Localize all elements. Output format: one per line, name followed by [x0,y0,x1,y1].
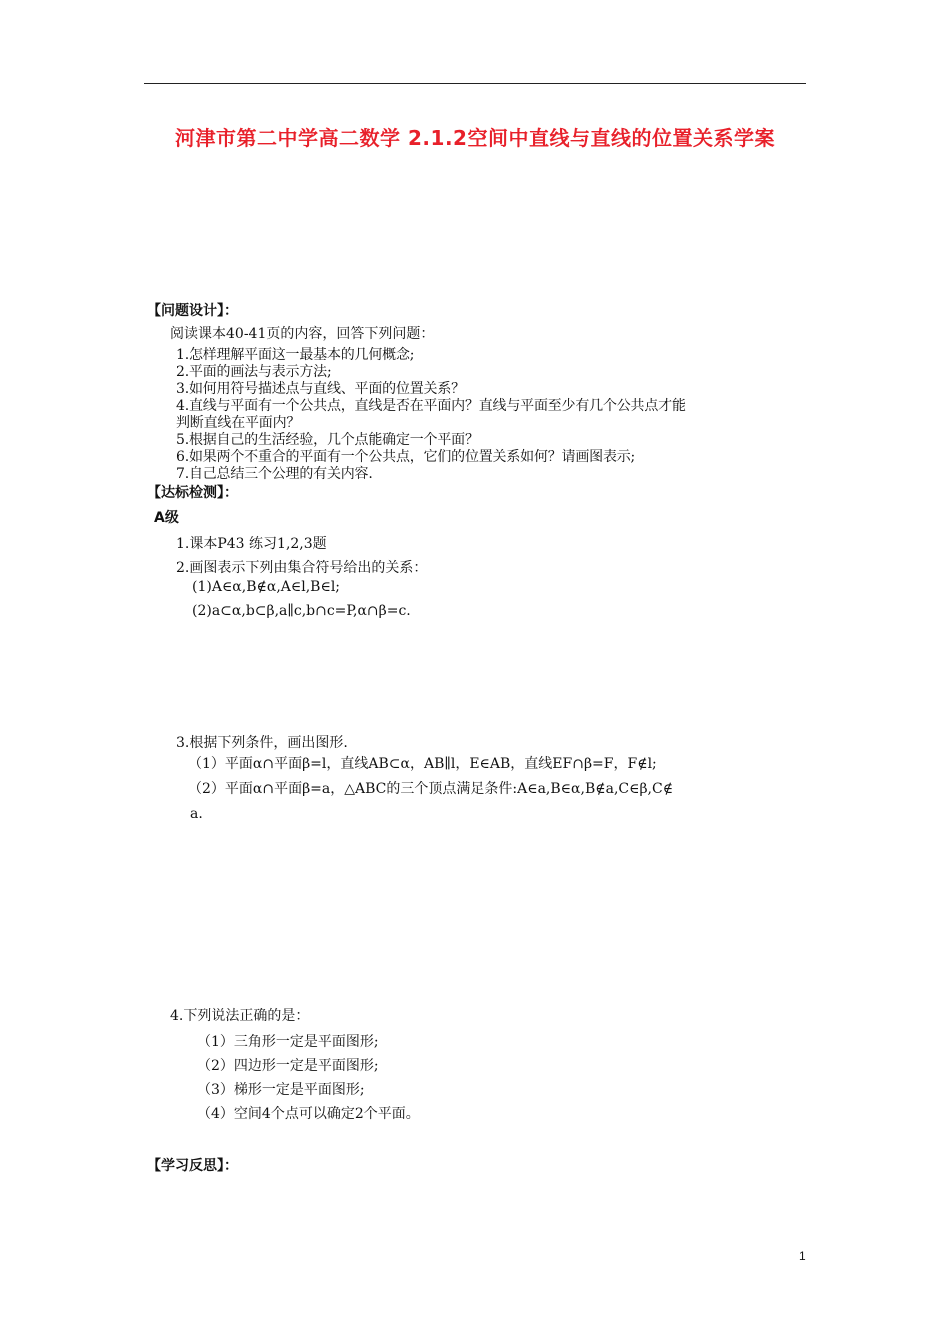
question-4: 4.下列说法正确的是： [170,1008,310,1024]
question-3-part-2: （2）平面α∩平面β=a，△ABC的三个顶点满足条件:A∈a,B∈α,B∉a,C∈β,C∉ [188,781,674,797]
design-item: 7.自己总结三个公理的有关内容. [176,466,373,482]
design-item: 6.如果两个不重合的平面有一个公共点，它们的位置关系如何？请画图表示; [176,449,636,465]
question-3-part-1: （1）平面α∩平面β=l，直线AB⊂α，AB∥l，E∈AB，直线EF∩β=F，F∉l; [188,756,657,772]
page-title: 河津市第二中学高二数学 2.1.2空间中直线与直线的位置关系学案 [175,126,775,150]
section-heading-check: 【达标检测】： [147,485,238,501]
design-item: 5.根据自己的生活经验，几个点能确定一个平面？ [176,432,479,448]
section-heading-design: 【问题设计】： [147,303,238,319]
question-4-option: （1）三角形一定是平面图形; [197,1034,379,1050]
header-rule [144,83,806,84]
design-item: 4.直线与平面有一个公共点，直线是否在平面内？直线与平面至少有几个公共点才能 [176,398,686,414]
question-2-part-2: (2)a⊂α,b⊂β,a∥c,b∩c=P,α∩β=c. [192,603,411,619]
question-2-part-1: (1)A∈α,B∉α,A∈l,B∈l; [192,579,341,595]
design-intro: 阅读课本40-41页的内容，回答下列问题： [170,326,435,342]
design-item: 判断直线在平面内？ [176,415,301,431]
question-4-option: （4）空间4个点可以确定2个平面。 [197,1106,420,1122]
question-4-option: （3）梯形一定是平面图形; [197,1082,365,1098]
question-3: 3.根据下列条件，画出图形. [176,735,348,751]
question-1: 1.课本P43 练习1,2,3题 [176,536,327,552]
section-heading-reflect: 【学习反思】： [147,1158,238,1174]
design-item: 2.平面的画法与表示方法; [176,364,332,380]
question-2: 2.画图表示下列由集合符号给出的关系： [176,560,428,576]
level-label: A级 [154,510,179,526]
question-3-part-2-cont: a. [190,806,203,822]
question-4-option: （2）四边形一定是平面图形; [197,1058,379,1074]
page-number: 1 [799,1249,806,1263]
design-item: 3.如何用符号描述点与直线、平面的位置关系？ [176,381,465,397]
design-item: 1.怎样理解平面这一最基本的几何概念; [176,347,415,363]
